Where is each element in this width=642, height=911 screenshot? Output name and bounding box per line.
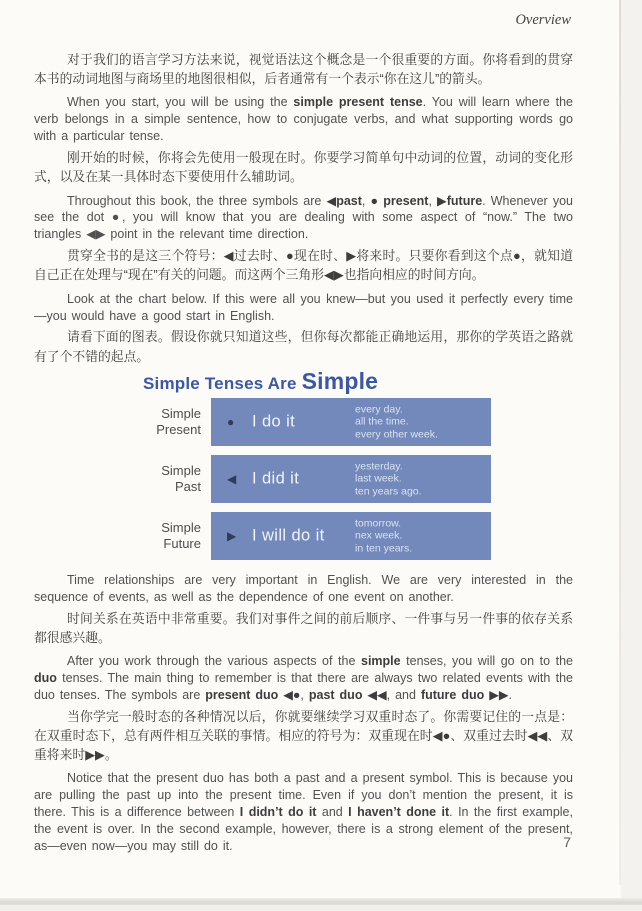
tense-label: Simple Present bbox=[156, 405, 201, 437]
tense-bar bbox=[211, 455, 491, 503]
paragraph-en: When you start, you will be using the simple present tense. You will learn where the verb belongs in a simple sentence, how to conjugate verbs, and what supporting words go with a particular tense. bbox=[34, 95, 574, 144]
tense-examples: tomorrow. nex week. in ten years. bbox=[355, 517, 413, 555]
tense-chart bbox=[34, 367, 573, 560]
scan-background-bottom bbox=[0, 905, 642, 911]
chart-title-emphasis: Simple bbox=[301, 367, 379, 394]
tense-phrase: I do it bbox=[252, 412, 296, 431]
paragraph-en: Look at the chart below. If this were all you knew—but you used it perfectly every time—you would have a good start in English. bbox=[34, 291, 573, 323]
running-header: Overview bbox=[515, 12, 571, 28]
outro-paragraphs bbox=[34, 572, 573, 855]
tense-examples: every day. all the time. every other week. bbox=[355, 403, 438, 441]
paragraph-cn: 贯穿全书的是这三个符号：◀过去时、●现在时、▶将来时。只要你看到这个点●，就知道自己正在处理与“现在”有关的问题。而这两个三角形◀▶也指向相应的时间方向。 bbox=[34, 248, 573, 283]
paragraph-en: After you work through the various aspects of the simple tenses, you will go on to the duo tenses. The main thing to remember is that there are always two related events with the duo tenses. The symbols are present duo ◀●, past duo ◀◀, and future duo ▶▶. bbox=[34, 654, 573, 702]
tense-bar bbox=[211, 512, 491, 560]
scan-page-edge-bottom bbox=[0, 898, 642, 905]
chart-title-prefix: Simple Tenses Are bbox=[143, 373, 302, 393]
intro-paragraphs bbox=[34, 50, 573, 366]
tense-examples: yesterday. last week. ten years ago. bbox=[355, 460, 422, 498]
time-symbol-icon: ◀ bbox=[227, 471, 237, 486]
paragraph-cn: 请看下面的图表。假设你就只知道这些，但你每次都能正确地运用，那你的学英语之路就有了个不错的起点。 bbox=[34, 329, 573, 364]
page-number: 7 bbox=[563, 834, 571, 850]
chart-row bbox=[34, 512, 573, 560]
paragraph-en: Throughout this book, the three symbols are ◀past, ● present, ▶future. Whenever you see the dot ●, you will know that you are dealing with some aspect of “now.” The two triangles ◀▶ point in the relevant time direction. bbox=[34, 193, 573, 242]
time-symbol-icon: ● bbox=[227, 414, 235, 429]
tense-phrase: I will do it bbox=[252, 526, 325, 545]
tense-label: Simple Past bbox=[161, 462, 201, 494]
chart-title bbox=[143, 367, 573, 395]
paragraph-cn: 当你学完一般时态的各种情况以后，你就要继续学习双重时态了。你需要记住的一点是：在双重时态下，总有两件相互关联的事情。相应的符号为：双重现在时◀●、双重过去时◀◀、双重将来时▶▶。 bbox=[34, 708, 573, 763]
book-page bbox=[34, 12, 573, 855]
paragraph-cn: 时间关系在英语中非常重要。我们对事件之间的前后顺序、一件事与另一件事的依存关系都很感兴趣。 bbox=[34, 610, 573, 645]
chart-row bbox=[34, 398, 573, 446]
chart-row bbox=[34, 455, 573, 503]
paragraph-en: Time relationships are very important in English. We are very interested in the sequence of events, as well as the dependence of one event on another. bbox=[34, 572, 573, 604]
scan-background-right bbox=[621, 0, 642, 911]
time-symbol-icon: ▶ bbox=[227, 528, 237, 543]
chart-rows bbox=[34, 398, 573, 560]
paragraph-cn: 刚开始的时候，你将会先使用一般现在时。你要学习简单句中动词的位置，动词的变化形式，以及在某一具体时态下要使用什么辅助词。 bbox=[34, 150, 573, 185]
tense-bar bbox=[211, 398, 491, 446]
tense-phrase: I did it bbox=[252, 469, 300, 488]
paragraph-cn: 对于我们的语言学习方法来说，视觉语法这个概念是一个很重要的方面。你将看到的贯穿本书的动词地图与商场里的地图很相似，后者通常有一个表示“你在这儿”的箭头。 bbox=[34, 52, 573, 87]
tense-label: Simple Future bbox=[161, 519, 201, 551]
paragraph-en: Notice that the present duo has both a past and a present symbol. This is because you are pulling the past up into the present time. Even if you don’t mention the present, it is there. This is a difference between I didn’t do it and I haven’t done it. In the first example, the event is over. In the second example, however, there is a strong element of the present, as—even now—you may still do it. bbox=[34, 771, 573, 854]
